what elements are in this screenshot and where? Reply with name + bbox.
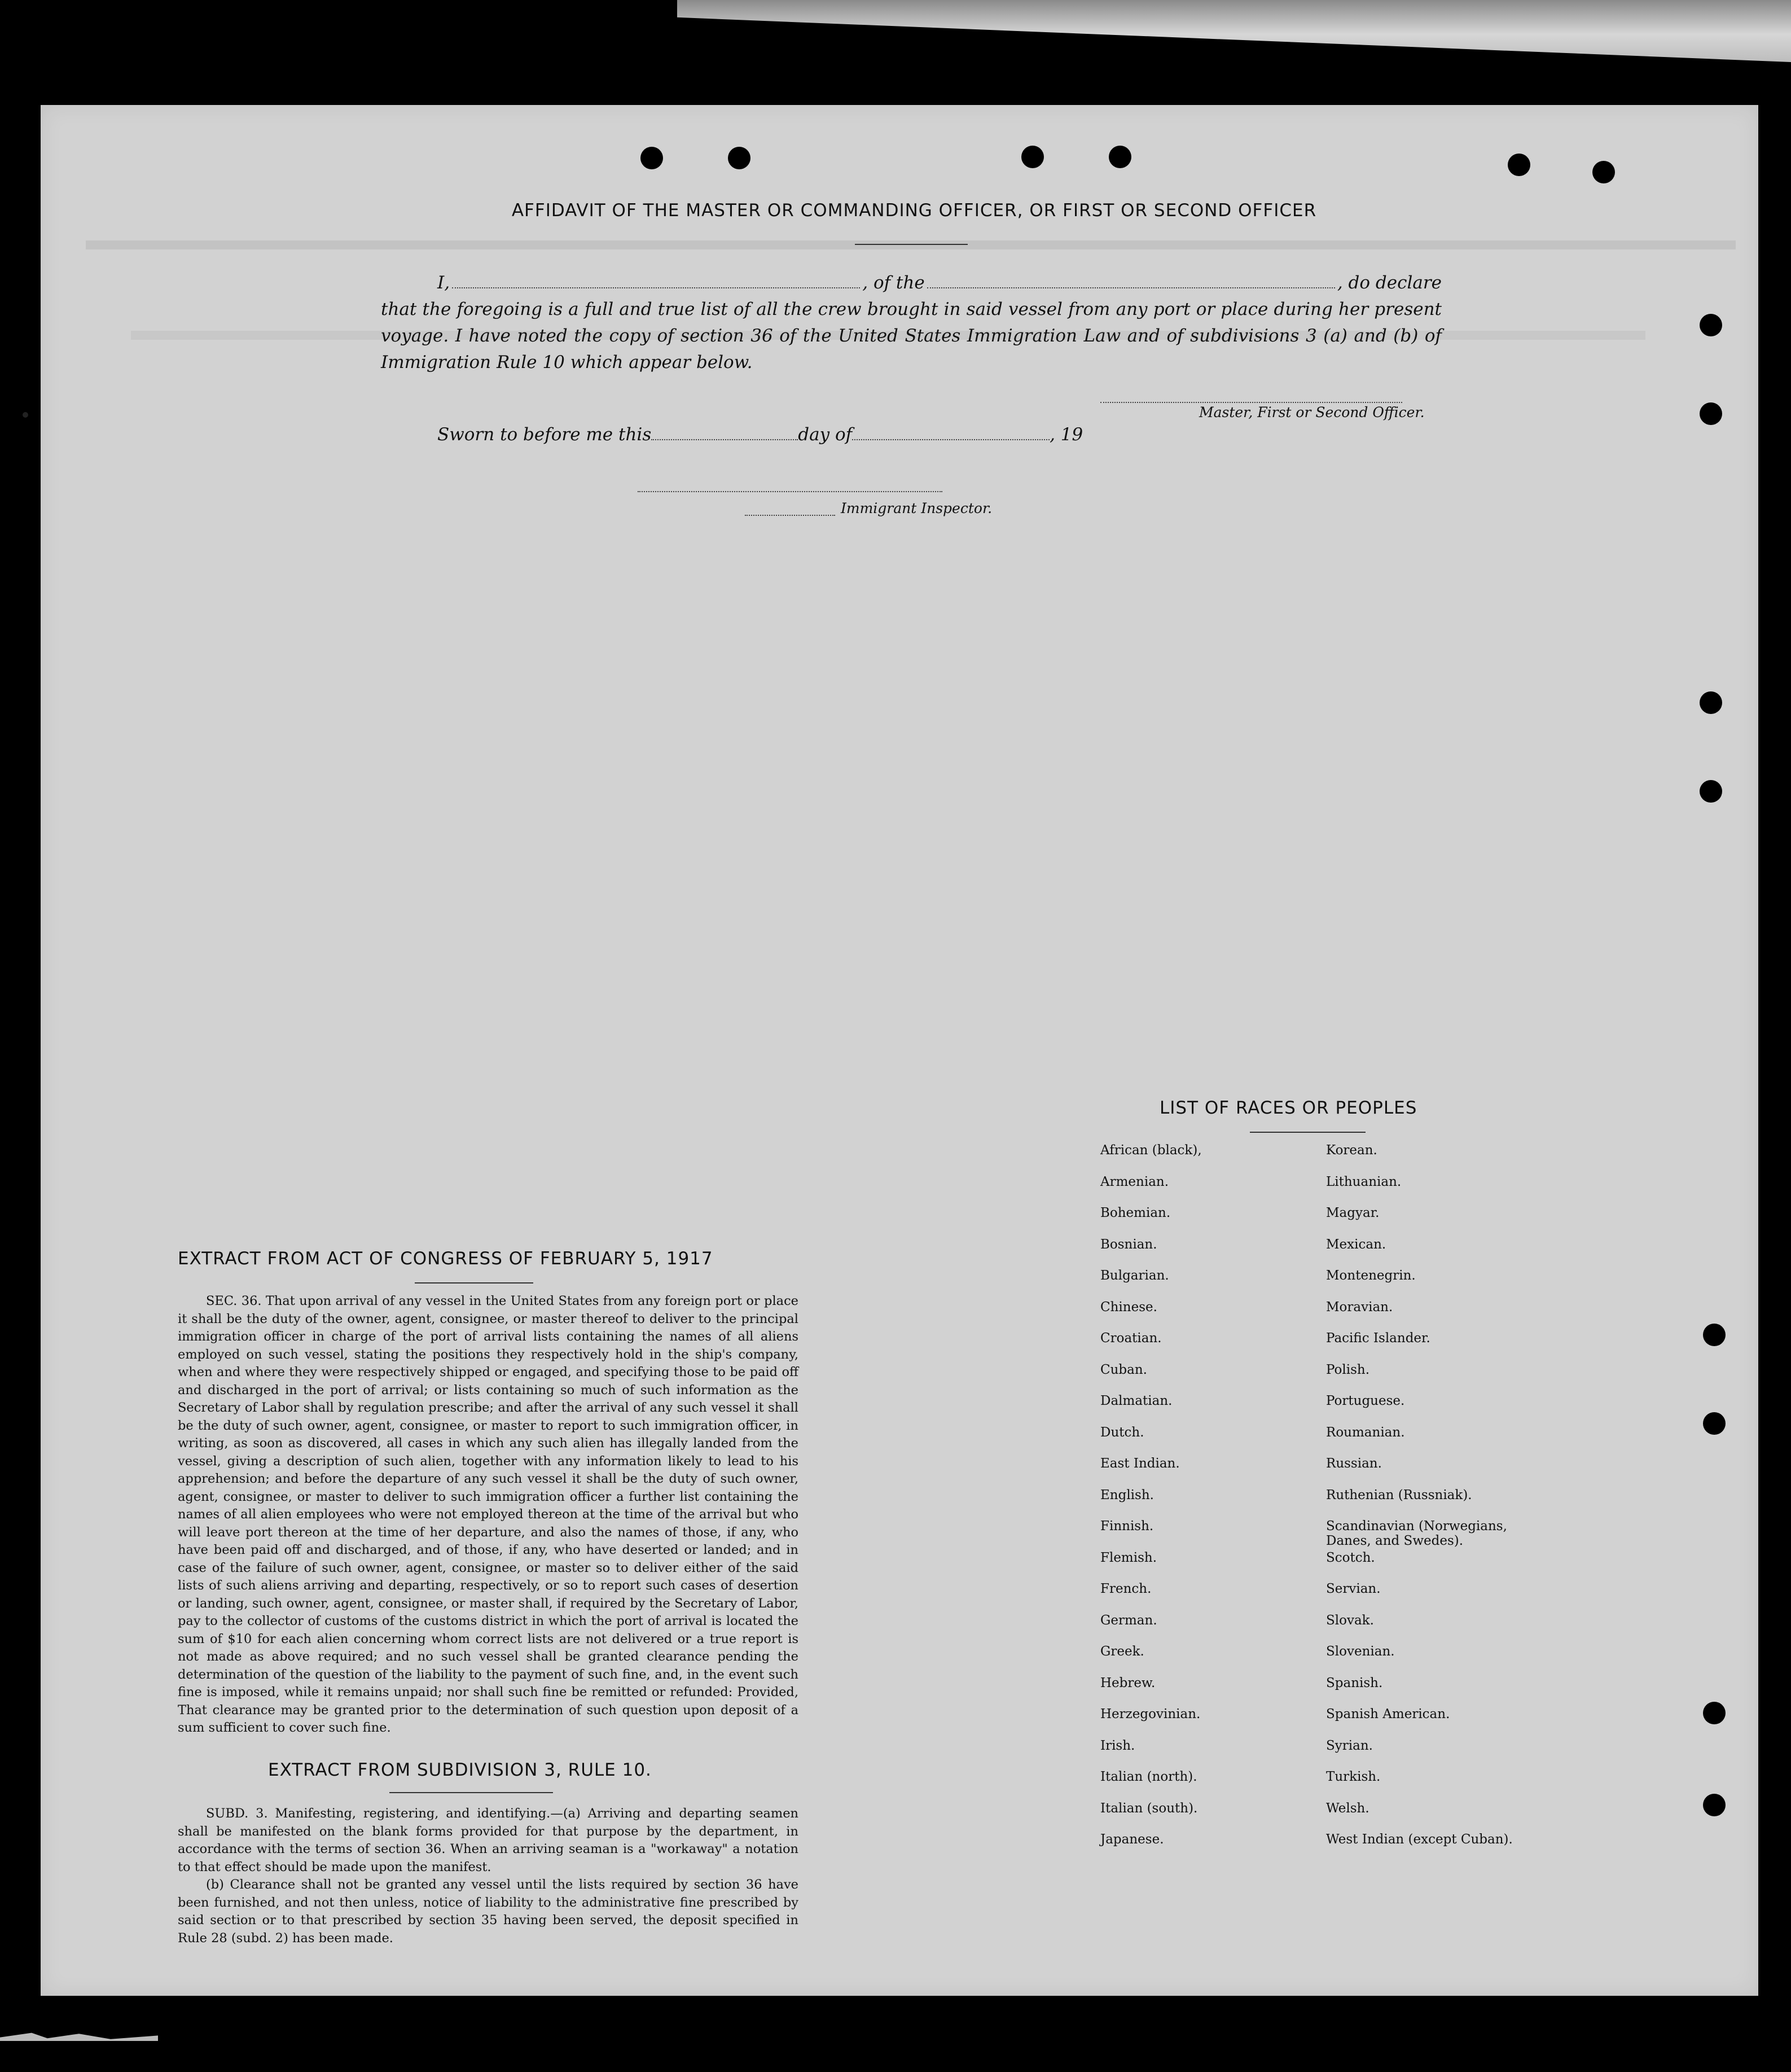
inspector-signature-field[interactable] — [638, 490, 942, 492]
punch-hole — [1703, 1794, 1726, 1816]
title-rule — [855, 244, 968, 245]
race-item: Servian. — [1326, 1582, 1381, 1596]
race-item: Spanish. — [1326, 1675, 1383, 1690]
title-rule — [1250, 1132, 1366, 1133]
inspector-name-field[interactable] — [745, 514, 835, 516]
race-item: Bohemian. — [1100, 1206, 1171, 1220]
sworn-year-label: , 19 — [1050, 424, 1083, 445]
race-item: Lithuanian. — [1326, 1174, 1402, 1189]
race-item: Armenian. — [1100, 1174, 1169, 1189]
title-rule — [415, 1282, 533, 1283]
rule-para-b: (b) Clearance shall not be granted any vessel until the lists required by section 36 have been furnished, and not then unless, notice of liability to the administrative fine prescribed by said section or to that prescribed by section 35 having been served, the deposit specified in Rule 28 (subd. 2) has been made. — [178, 1877, 798, 1946]
race-item: Welsh. — [1326, 1801, 1369, 1816]
declare-label: , do declare — [1337, 273, 1442, 293]
punch-hole — [1021, 146, 1044, 168]
master-signature-label: Master, First or Second Officer. — [1199, 404, 1425, 420]
inspector-label: Immigrant Inspector. — [841, 500, 993, 516]
punch-hole — [1700, 402, 1722, 425]
sworn-line — [437, 424, 1083, 445]
race-item: Herzegovinian. — [1100, 1707, 1201, 1721]
race-item: Ruthenian (Russniak). — [1326, 1487, 1472, 1502]
race-item: Moravian. — [1326, 1299, 1393, 1315]
race-item: Russian. — [1326, 1456, 1382, 1471]
punch-hole — [1703, 1412, 1726, 1435]
sworn-month-field[interactable] — [852, 426, 1050, 440]
declarant-name-field[interactable] — [452, 273, 860, 288]
master-signature-field[interactable] — [1100, 401, 1402, 403]
race-item: French. — [1100, 1582, 1152, 1596]
sworn-day-field[interactable] — [651, 426, 798, 440]
race-item: Syrian. — [1326, 1738, 1373, 1753]
race-item: Finnish. — [1100, 1519, 1154, 1534]
race-item: Chinese. — [1100, 1299, 1157, 1315]
race-item: Italian (south). — [1100, 1801, 1198, 1816]
affidavit-statement: that the foregoing is a full and true list of all the crew brought in said vessel from any port or place during her present voyage. I have noted the copy of section 36 of the United States Immigration Law and of subdivisions 3 (a) and (b) of Immigration Rule 10 which appear below. — [381, 299, 1442, 373]
race-item: Bosnian. — [1100, 1237, 1157, 1252]
race-item: Dutch. — [1100, 1425, 1144, 1440]
race-item: Slovenian. — [1326, 1644, 1395, 1659]
punch-hole — [728, 147, 750, 169]
of-the-label: , of the — [862, 273, 925, 293]
punch-hole — [1109, 146, 1131, 168]
act-extract-text: SEC. 36. That upon arrival of any vessel in the United States from any foreign port or place it shall be the duty of the owner, agent, consignee, or master thereof to deliver to the principal immigration officer in charge of the port of arrival lists containing the names of all aliens employed on such vessel, stating the positions they respectively hold in the ship's company, when and where they were respectively shipped or engaged, and specifying those to be paid off and discharged in the port of arrival; or lists containing so much of such information as the Secretary of Labor shall by regulation prescribe; and after the arrival of any such vessel it shall be the duty of such owner, agent, consignee, or master to report to such immigration officer, in writing, as soon as discovered, all cases in which any such alien has illegally landed from the vessel, giving a description of such alien, together with any information likely to lead to his apprehension; and before the departure of any such vessel it shall be the duty of such owner, agent, consignee, or master to deliver to such immigration officer a further list containing the names of all alien employees who were not employed thereon at the time of the arrival but who will leave port thereon at the time of her departure, and also the names of those, if any, who have been paid off and discharged, and of those, if any, who have deserted or landed; and in case of the failure of such owner, agent, consignee, or master so to deliver either of the said lists of such aliens arriving and departing, respectively, or so to report such cases of desertion or landing, such owner, agent, consignee, or master shall, if required by the Secretary of Labor, pay to the collector of customs of the customs district in which the port of arrival is located the sum of $10 for each alien concerning whom correct lists are not delivered or a true report is not made as above required; and no such vessel shall be granted clearance pending the determination of the question of the liability to the payment of such fine, and, in the event such fine is imposed, while it remains unpaid; nor shall such fine be remitted or refunded: Provided, That clearance may be granted prior to the determination of such question upon deposit of a sum sufficient to cover such fine. — [178, 1294, 798, 1735]
declarant-line — [381, 270, 1442, 296]
act-extract-title: EXTRACT FROM ACT OF CONGRESS OF FEBRUARY 5, 1917 — [178, 1249, 713, 1269]
races-right-column — [1326, 1143, 1540, 1864]
rule-para-a: SUBD. 3. Manifesting, registering, and identifying.—(a) Arriving and departing seamen shall be manifested on the blank forms provided for that purpose by the department, in accordance with the terms of section 36. When an arriving seaman is a "workaway" a notation to that effect should be made upon the manifest. — [178, 1806, 798, 1874]
punch-hole — [1703, 1702, 1726, 1724]
scan-edge-mark — [0, 2032, 158, 2041]
race-item: Bulgarian. — [1100, 1268, 1169, 1283]
race-item: Croatian. — [1100, 1331, 1162, 1346]
affidavit-title: AFFIDAVIT OF THE MASTER OR COMMANDING OFFICER, OR FIRST OR SECOND OFFICER — [511, 200, 1317, 221]
race-item: Mexican. — [1326, 1237, 1386, 1252]
race-item: Spanish American. — [1326, 1707, 1450, 1721]
race-item: Hebrew. — [1100, 1675, 1156, 1690]
race-item: Korean. — [1326, 1143, 1377, 1158]
race-item: Scandinavian (Norwegians, Danes, and Swedes). — [1326, 1519, 1507, 1548]
races-title: LIST OF RACES OR PEOPLES — [1160, 1098, 1417, 1118]
race-item: Portuguese. — [1326, 1394, 1405, 1408]
race-item: Dalmatian. — [1100, 1394, 1173, 1408]
bleed-through-line — [86, 240, 1736, 249]
punch-hole — [640, 147, 663, 169]
race-item: Scotch. — [1326, 1550, 1375, 1565]
rule-extract-text — [178, 1805, 798, 1947]
race-item: Turkish. — [1326, 1769, 1381, 1784]
title-rule — [389, 1792, 553, 1793]
sworn-day-label: day of — [798, 424, 853, 445]
race-item: Montenegrin. — [1326, 1268, 1416, 1283]
scan-speck — [23, 412, 28, 418]
sworn-prefix: Sworn to before me this — [437, 424, 652, 445]
race-item: West Indian (except Cuban). — [1326, 1832, 1513, 1847]
declarant-prefix: I, — [437, 273, 450, 293]
punch-hole — [1700, 314, 1722, 336]
race-item: Irish. — [1100, 1738, 1135, 1753]
race-item: Greek. — [1100, 1644, 1144, 1659]
punch-hole — [1592, 161, 1615, 183]
torn-paper-edge — [677, 0, 1791, 62]
affidavit-body — [381, 270, 1442, 376]
race-item: English. — [1100, 1487, 1154, 1502]
punch-hole — [1508, 154, 1530, 176]
race-item: Slovak. — [1326, 1613, 1374, 1628]
race-item: Roumanian. — [1326, 1425, 1405, 1440]
rule-extract-title: EXTRACT FROM SUBDIVISION 3, RULE 10. — [268, 1760, 652, 1780]
race-item: African (black), — [1100, 1143, 1202, 1158]
race-item: Polish. — [1326, 1362, 1370, 1377]
race-item: Flemish. — [1100, 1550, 1157, 1565]
race-item: Pacific Islander. — [1326, 1331, 1430, 1346]
race-item: German. — [1100, 1613, 1157, 1628]
race-item: East Indian. — [1100, 1456, 1180, 1471]
race-item: Magyar. — [1326, 1206, 1380, 1220]
punch-hole — [1700, 780, 1722, 803]
race-item: Italian (north). — [1100, 1769, 1197, 1784]
race-item: Japanese. — [1100, 1832, 1164, 1847]
punch-hole — [1700, 691, 1722, 714]
vessel-name-field[interactable] — [927, 273, 1335, 288]
punch-hole — [1703, 1324, 1726, 1346]
races-left-column — [1100, 1143, 1326, 1864]
races-list — [1100, 1143, 1540, 1864]
race-item: Cuban. — [1100, 1362, 1147, 1377]
